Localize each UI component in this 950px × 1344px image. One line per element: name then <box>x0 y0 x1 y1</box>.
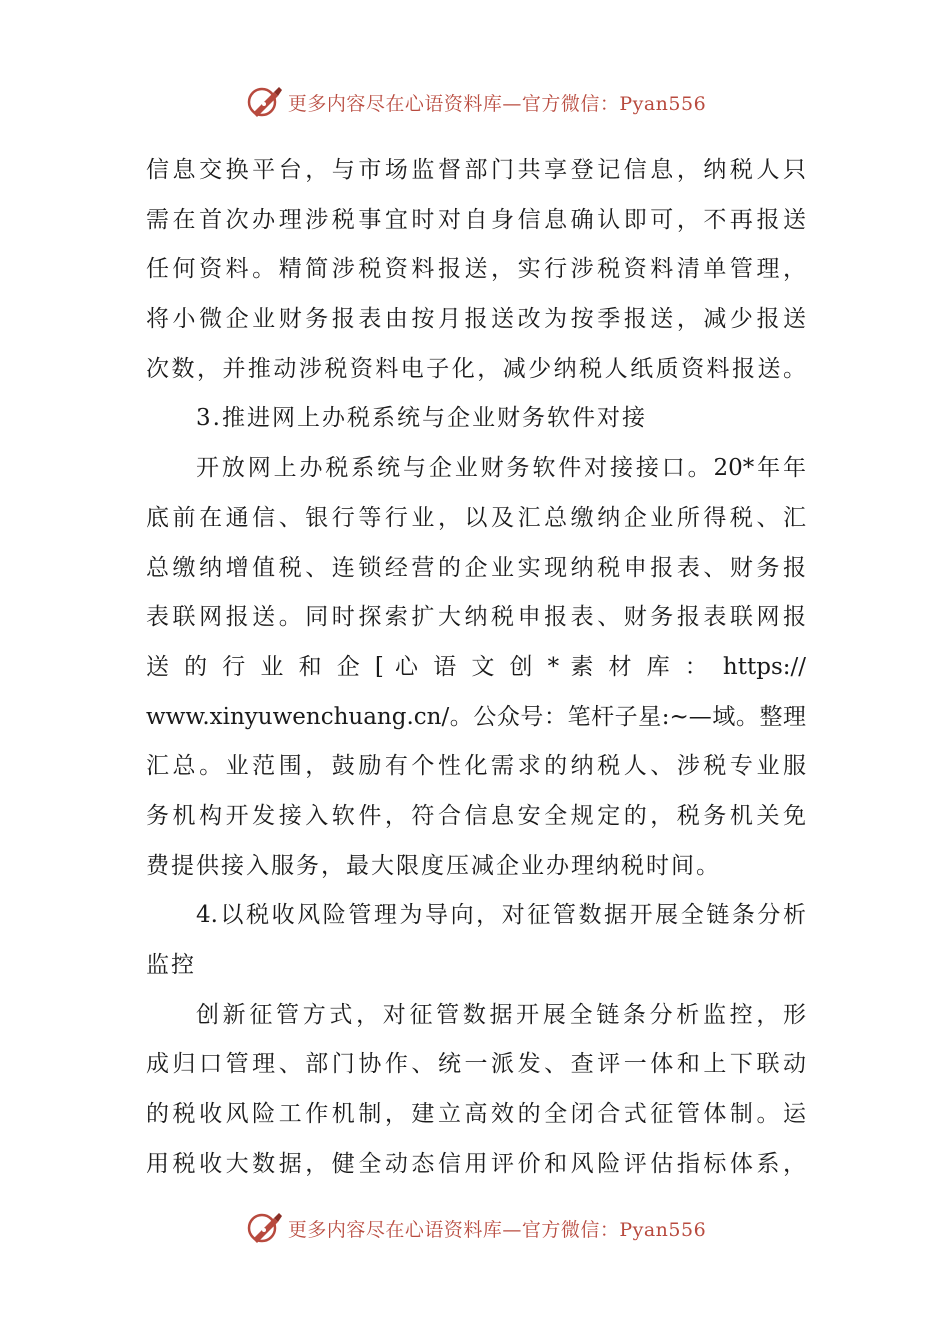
text-line: www.xinyuwenchuang.cn/。公众号：笔杆子星:~—域。整理 <box>146 703 806 730</box>
footer-banner-text: 更多内容尽在心语资料库—官方微信：Pyan556 <box>287 1218 707 1241</box>
text-line: 创新征管方式，对征管数据开展全链条分析监控，形 <box>196 1001 806 1028</box>
pen-nib-logo-icon <box>244 82 284 122</box>
document-body <box>146 146 806 1189</box>
text-line: 送 的 行 业 和 企 [ 心 语 文 创 * 素 材 库 ： https:// <box>146 653 806 680</box>
text-line: 底前在通信、银行等行业，以及汇总缴纳企业所得税、汇 <box>146 504 806 531</box>
text-line: 表联网报送。同时探索扩大纳税申报表、财务报表联网报 <box>146 604 806 631</box>
text-line: 信息交换平台，与市场监督部门共享登记信息，纳税人只 <box>146 157 806 183</box>
text-line: 用税收大数据，健全动态信用评价和风险评估指标体系， <box>146 1150 806 1177</box>
footer-banner <box>0 1206 950 1250</box>
text-line: 汇总。业范围，鼓励有个性化需求的纳税人、涉税专业服 <box>146 753 806 780</box>
text-line: 总缴纳增值税、连锁经营的企业实现纳税申报表、财务报 <box>146 554 806 581</box>
text-line: 需在首次办理涉税事宜时对自身信息确认即可，不再报送 <box>146 206 806 233</box>
text-line: 费提供接入服务，最大限度压减企业办理纳税时间。 <box>146 852 721 879</box>
text-line: 开放网上办税系统与企业财务软件对接接口。20*年年 <box>196 455 806 482</box>
header-banner-text: 更多内容尽在心语资料库—官方微信：Pyan556 <box>287 92 707 115</box>
section-heading-3: 3.推进网上办税系统与企业财务软件对接 <box>196 405 647 432</box>
header-banner <box>0 80 950 124</box>
text-line: 务机构开发接入软件，符合信息安全规定的，税务机关免 <box>146 802 806 829</box>
text-line: 次数，并推动涉税资料电子化，减少纳税人纸质资料报送。 <box>146 355 806 382</box>
section-heading-4-cont: 监控 <box>146 952 196 978</box>
section-heading-4: 4.以税收风险管理为导向，对征管数据开展全链条分析 <box>196 902 806 929</box>
text-line: 的税收风险工作机制，建立高效的全闭合式征管体制。运 <box>146 1101 806 1128</box>
pen-nib-logo-icon <box>244 1208 284 1248</box>
text-line: 将小微企业财务报表由按月报送改为按季报送，减少报送 <box>146 306 806 333</box>
text-line: 任何资料。精简涉税资料报送，实行涉税资料清单管理， <box>146 256 806 283</box>
text-line: 成归口管理、部门协作、统一派发、查评一体和上下联动 <box>146 1051 806 1078</box>
